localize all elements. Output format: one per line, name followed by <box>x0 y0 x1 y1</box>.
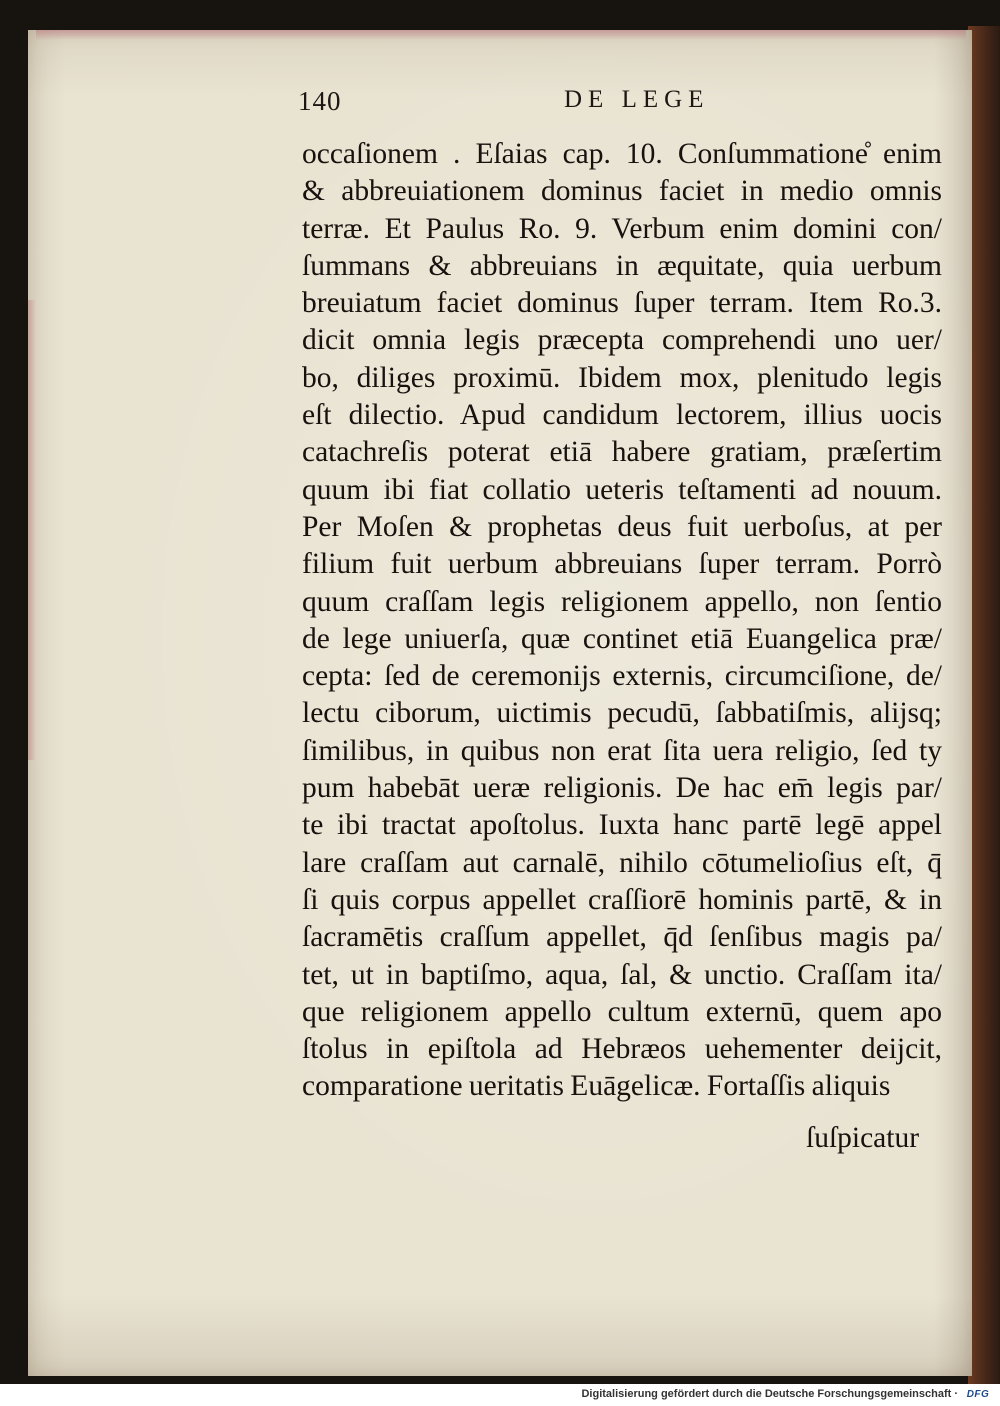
page-stain-left <box>28 300 36 760</box>
text-line: dicit omnia legis præcepta comprehendi uno uer/ <box>302 324 942 357</box>
text-line: cepta: ſed de ceremonijs externis, circumciſione, de/ <box>302 660 942 693</box>
text-line: Per Moſen & prophetas deus fuit uerboſus, at per <box>302 510 942 543</box>
text-line: occaſionem . Eſaias cap. 10. Conſummatione̊ enim <box>302 138 942 170</box>
text-line: ſi quis corpus appellet craſſiorē hominis partē, & in <box>302 883 942 916</box>
running-head <box>298 86 943 120</box>
text-line: filium fuit uerbum abbreuians ſuper terram. Porrò <box>302 548 942 581</box>
header-title: DE LEGE <box>564 86 710 113</box>
text-line: pum habebāt ueræ religionis. De hac em̄ legis par/ <box>302 772 942 805</box>
text-line: de lege uniuerſa, quæ continet etiā Euangelica præ/ <box>302 622 942 655</box>
text-line: bo, diliges proximū. Ibidem mox, plenitudo legis <box>302 361 942 394</box>
text-line: lectu ciborum, uictimis pecudū, ſabbatiſmis, alijsq; <box>302 697 942 730</box>
book-cover-edge <box>968 26 1000 1384</box>
text-line: breuiatum faciet dominus ſuper terram. Item Ro.3. <box>302 287 942 320</box>
text-line: comparatione ueritatis Euāgelicæ. Fortaſſis aliquis <box>302 1070 891 1103</box>
text-line: te ibi tractat apoſtolus. Iuxta hanc partē legē appel <box>302 809 942 842</box>
footer-bar <box>0 1384 1000 1406</box>
body-text <box>302 136 942 1106</box>
text-line: que religionem appello cultum externū, quem apo <box>302 995 942 1028</box>
page-number: 140 <box>298 86 342 116</box>
text-line: tet, ut in baptiſmo, aqua, ſal, & unctio. Craſſam ita/ <box>302 958 942 991</box>
text-line: ſacramētis craſſum appellet, q̄d ſenſibus magis pa/ <box>302 921 942 954</box>
page-stain-top <box>36 30 966 40</box>
text-line: ſimilibus, in quibus non erat ſita uera religio, ſed ty <box>302 734 942 767</box>
text-line: catachreſis poterat etiā habere gratiam, præſertim <box>302 436 942 469</box>
funding-credit: Digitalisierung gefördert durch die Deutsche Forschungsgemeinschaft · <box>581 1388 958 1400</box>
text-line: quum ibi fiat collatio ueteris teſtamenti ad nouum. <box>302 473 942 506</box>
text-line: terræ. Et Paulus Ro. 9. Verbum enim domini con/ <box>302 212 942 245</box>
catchword: ſuſpicatur <box>806 1122 920 1154</box>
dfg-logo: DFG <box>966 1389 990 1400</box>
text-line: quum craſſam legis religionem appello, non ſentio <box>302 585 942 618</box>
text-line: lare craſſam aut carnalē, nihilo cōtumelioſius eſt, q̄ <box>302 846 942 879</box>
text-line: ſtolus in epiſtola ad Hebræos uehementer deijcit, <box>302 1033 942 1066</box>
text-line: ſummans & abbreuians in æquitate, quia uerbum <box>302 249 942 282</box>
text-line: eſt dilectio. Apud candidum lectorem, illius uocis <box>302 399 942 432</box>
text-line: & abbreuiationem dominus faciet in medio omnis <box>302 175 942 208</box>
